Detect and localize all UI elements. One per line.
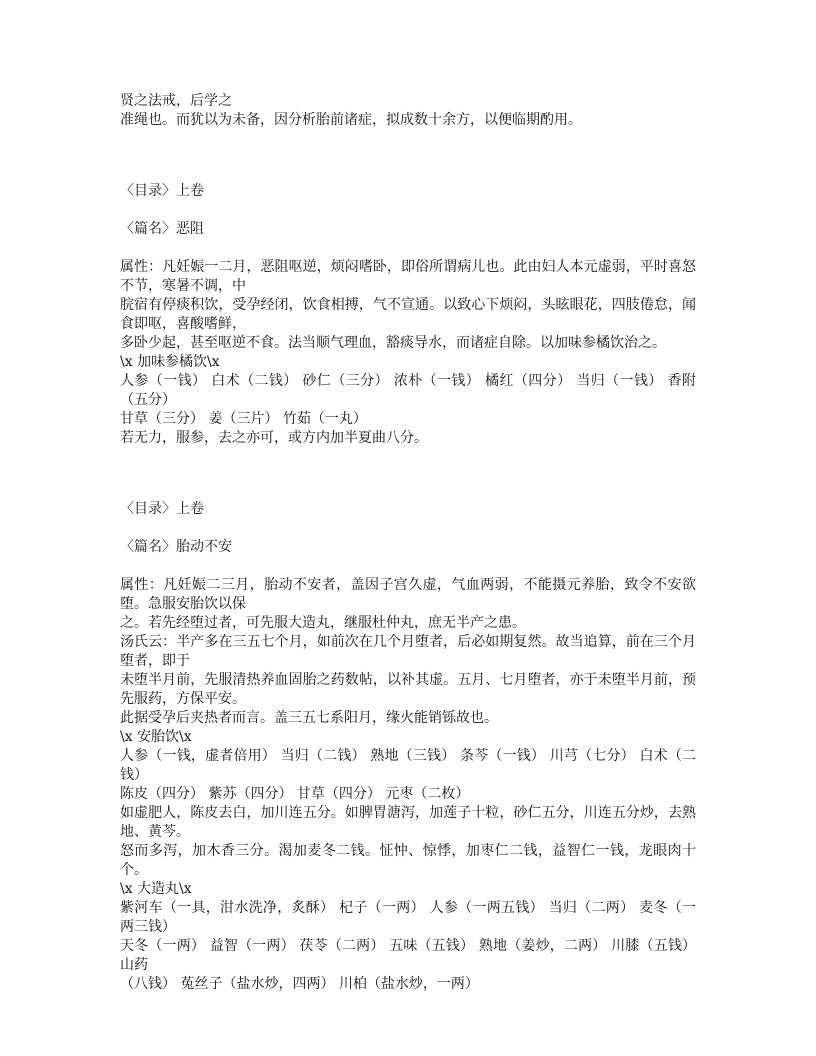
text-line: 属性：凡妊娠一二月，恶阻呕逆，烦闷嗜卧，即俗所谓病儿也。此由妇人本元虚弱，平时喜怒不节，寒暑不调，中 <box>120 259 696 294</box>
ingredient-line: 人参（一钱，虚者倍用） 当归（二钱） 熟地（三钱） 条芩（一钱） 川芎（七分） 白术（二钱） <box>120 748 696 783</box>
text-line: 准绳也。而犹以为未备，因分析胎前诸症，拟成数十余方，以便临期酌用。 <box>120 112 582 128</box>
section-nausea <box>120 182 696 448</box>
ingredient-line: （八钱） 菟丝子（盐水炒，四两） 川柏（盐水炒，一两） <box>120 976 479 992</box>
text-line: 怒而多泻，加木香三分。渴加麦冬二钱。怔忡、惊悸，加枣仁二钱，益智仁一钱，龙眼肉十个。 <box>120 843 696 878</box>
catalog-heading: 〈目录〉上卷 <box>120 183 204 199</box>
formula-title: \x 大造丸\x <box>120 881 192 897</box>
intro-section <box>120 92 696 130</box>
ingredient-line: 人参（一钱） 白术（二钱） 砂仁（三分） 浓朴（一钱） 橘红（四分） 当归（一钱） 香附（五分） <box>120 373 696 408</box>
ingredient-line: 甘草（三分） 姜（三片） 竹茹（一丸） <box>120 411 367 427</box>
ingredient-line: 陈皮（四分） 紫苏（四分） 甘草（四分） 元枣（二枚） <box>120 786 470 802</box>
text-line: 若无力，服参，去之亦可，或方内加半夏曲八分。 <box>120 430 428 446</box>
document-page <box>120 92 696 994</box>
text-line: 之。若先经堕过者，可先服大造丸，继服杜仲丸，庶无半产之患。 <box>120 615 526 631</box>
text-line: 此据受孕后夹热者而言。盖三五七系阳月，缘火能销铄故也。 <box>120 710 498 726</box>
text-line: 脘宿有停痰积饮，受孕经闭，饮食相搏，气不宣通。以致心下烦闷，头眩眼花，四肢倦怠，闻食即呕，喜酸嗜鲜， <box>120 297 696 332</box>
formula-title: \x 加味参橘饮\x <box>120 354 220 370</box>
chapter-heading: 〈篇名〉胎动不安 <box>120 539 232 555</box>
formula-title: \x 安胎饮\x <box>120 729 192 745</box>
text-line: 贤之法戒，后学之 <box>120 93 232 109</box>
ingredient-line: 天冬（一两） 益智（一两） 茯苓（二两） 五味（五钱） 熟地（姜炒，二两） 川膝（五钱）山药 <box>120 938 696 973</box>
catalog-heading: 〈目录〉上卷 <box>120 501 204 517</box>
chapter-heading: 〈篇名〉恶阻 <box>120 221 204 237</box>
text-line: 如虚肥人，陈皮去白，加川连五分。如脾胃溏泻，加莲子十粒，砂仁五分，川连五分炒，去熟地、黄芩。 <box>120 805 696 840</box>
text-line: 汤氏云：半产多在三五七个月，如前次在几个月堕者，后必如期复然。故当追算，前在三个月堕者，即于 <box>120 634 696 669</box>
text-line: 未堕半月前，先服清热养血固胎之药数帖，以补其虚。五月、七月堕者，亦于未堕半月前，预先服药，方保平安。 <box>120 672 696 707</box>
section-fetal-unrest <box>120 500 696 994</box>
text-line: 多卧少起，甚至呕逆不食。法当顺气理血，豁痰导水，而诸症自除。以加味参橘饮治之。 <box>120 335 666 351</box>
text-line: 属性：凡妊娠二三月，胎动不安者，盖因子宫久虚，气血两弱，不能摄元养胎，致令不安欲堕。急服安胎饮以保 <box>120 577 696 612</box>
ingredient-line: 紫河车（一具，泔水洗净，炙酥） 杞子（一两） 人参（一两五钱） 当归（二两） 麦冬（一两三钱） <box>120 900 696 935</box>
